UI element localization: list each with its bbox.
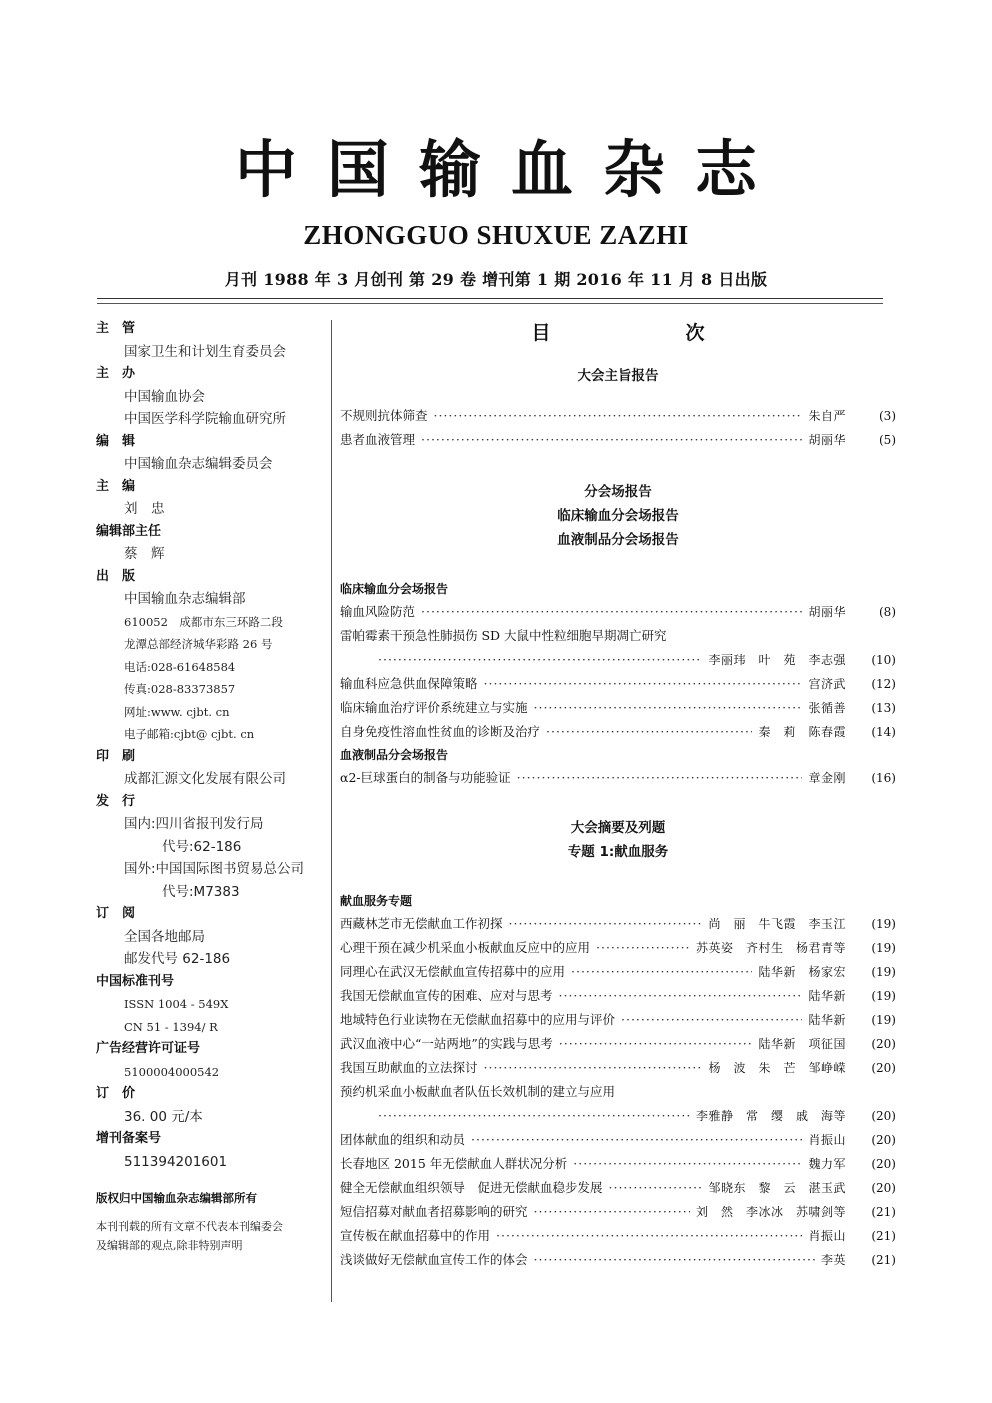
info-label: 发 行: [96, 793, 136, 809]
info-value: 龙潭总部经济城华彩路 26 号: [124, 637, 273, 651]
info-label: 中国标准刊号: [96, 973, 175, 989]
toc-entry-page: (19): [871, 989, 896, 1003]
leader-dots: [621, 1008, 802, 1032]
toc-entry-title: 长春地区 2015 年无偿献血人群状况分析: [340, 1156, 568, 1171]
leader-dots: [484, 1056, 703, 1080]
section-title-keynote: 大会主旨报告: [577, 368, 659, 384]
toc-entry-page: (21): [871, 1205, 896, 1219]
subsection-donation: 献血服务专题: [340, 894, 413, 908]
toc-entry: [340, 672, 896, 696]
toc-entry-title: 心理干预在减少机采血小板献血反应中的应用: [340, 940, 591, 955]
toc-entry-authors: 李雅静 常 缨 戚 海等: [695, 1109, 846, 1123]
toc-entry: [340, 766, 896, 790]
toc-entry-authors: 肖振山: [808, 1229, 846, 1243]
toc-entry-title: 患者血液管理: [340, 432, 416, 447]
toc-entry-authors: 刘 然 李冰冰 苏啸剑等: [695, 1205, 846, 1219]
toc-entry-title: 雷帕霉素干预急性肺损伤 SD 大鼠中性粒细胞早期凋亡研究: [340, 628, 667, 643]
toc-entry-title: 输血风险防范: [340, 604, 416, 619]
toc-entry-authors: 陆华新 杨家宏: [758, 965, 846, 979]
toc-entry-authors: 秦 莉 陈春霞: [758, 725, 846, 739]
section-title-abstracts: 大会摘要及列题: [570, 820, 666, 836]
leader-dots: [378, 648, 702, 672]
info-value: CN 51 - 1394/ R: [124, 1019, 218, 1034]
toc-entry: [340, 1104, 896, 1128]
info-value: 中国输血协会: [124, 388, 205, 405]
info-value: 网址:www. cjbt. cn: [124, 704, 230, 719]
toc-entry-title: 浅谈做好无偿献血宣传工作的体会: [340, 1252, 528, 1267]
toc-entry: [340, 428, 896, 452]
toc-entry-page: (8): [879, 605, 896, 619]
toc-entry: [340, 984, 896, 1008]
info-value: 5100004000542: [124, 1064, 220, 1079]
toc-entry-title: α2-巨球蛋白的制备与功能验证: [340, 770, 511, 785]
info-value: 国家卫生和计划生育委员会: [124, 343, 286, 360]
subsection-clinical: 临床输血分会场报告: [340, 582, 449, 596]
header-rule-thin: [97, 303, 883, 304]
toc-entry: [340, 1200, 896, 1224]
info-label: 主 编: [96, 478, 136, 494]
info-value: 传真:028-83373857: [124, 682, 236, 696]
journal-title-chinese: 中国输血杂志: [234, 133, 787, 206]
toc-entry: [340, 648, 896, 672]
toc-entry-page: (20): [871, 1157, 896, 1171]
toc-entry-authors: 陆华新: [808, 1013, 846, 1027]
toc-entry-authors: 李丽玮 叶 苑 李志强: [708, 653, 846, 667]
toc-entry-title: 输血科应急供血保障策略: [340, 676, 478, 691]
info-label: 订 阅: [96, 906, 136, 921]
info-value: 全国各地邮局: [124, 928, 205, 945]
toc-entry-authors: 宫济武: [808, 677, 846, 691]
toc-entry-authors: 杨 波 朱 芒 邹峥嵘: [708, 1061, 846, 1075]
toc-entry-authors: 张循善: [808, 701, 846, 715]
toc-entry-page: (13): [871, 701, 896, 715]
info-label: 主 管: [96, 321, 136, 336]
toc-entry-page: (20): [871, 1037, 896, 1051]
donation-list: [340, 912, 896, 1272]
toc-entry: [340, 404, 896, 428]
leader-dots: [609, 1176, 703, 1200]
toc-entry-page: (20): [871, 1181, 896, 1195]
section-title-clinical: 临床输血分会场报告: [557, 508, 679, 524]
toc-entry: [340, 1008, 896, 1032]
toc-entry-authors: 肖振山: [808, 1133, 846, 1147]
toc-entry-title: 预约机采血小板献血者队伍长效机制的建立与应用: [340, 1084, 616, 1099]
toc-heading: 目 次: [531, 322, 763, 344]
toc-entry-title: 宣传板在献血招募中的作用: [340, 1228, 491, 1243]
info-value: 中国输血杂志编辑部: [124, 591, 246, 607]
toc-entry: [340, 1248, 896, 1272]
leader-dots: [496, 1224, 802, 1248]
issue-info: 月刊 1988 年 3 月创刊 第 29 卷 增刊第 1 期 2016 年 11 月 8 日出版: [224, 270, 768, 289]
toc-entry-authors: 胡丽华: [808, 433, 846, 447]
info-value: 电话:028-61648584: [124, 659, 236, 674]
toc-entry: [340, 912, 896, 936]
leader-dots: [571, 960, 752, 984]
leader-dots: [534, 1200, 690, 1224]
info-label: 印 刷: [96, 748, 136, 764]
toc-entry: [340, 960, 896, 984]
info-value: 成都汇源文化发展有限公司: [124, 771, 286, 787]
toc-entry-title: 短信招募对献血者招募影响的研究: [340, 1204, 528, 1219]
info-label: 编辑部主任: [96, 523, 162, 539]
info-value: 代号:62-186: [162, 838, 242, 855]
leader-dots: [517, 766, 803, 790]
info-value: 中国输血杂志编辑委员会: [124, 456, 273, 472]
subsection-blood-products: 血液制品分会场报告: [340, 748, 449, 762]
toc-entry: [340, 1128, 896, 1152]
toc-entry: [340, 936, 896, 960]
toc-entry: [340, 1056, 896, 1080]
leader-dots: [378, 1104, 690, 1128]
info-value: 中国医学科学院输血研究所: [124, 411, 286, 427]
info-value: 代号:M7383: [162, 883, 240, 900]
toc-entry-title: 西藏林芝市无偿献血工作初探: [340, 916, 503, 931]
table-of-contents: [340, 318, 896, 1272]
info-value: ISSN 1004 - 549X: [124, 997, 229, 1011]
toc-entry-authors: 魏力军: [808, 1157, 846, 1171]
abstract-titles: [340, 816, 896, 864]
info-label: 广告经营许可证号: [96, 1041, 201, 1056]
leader-dots: [546, 720, 752, 744]
toc-entry-title: 不规则抗体筛查: [340, 408, 428, 423]
masthead-info-column: [96, 318, 328, 1255]
info-label: 增刊备案号: [96, 1131, 162, 1146]
toc-entry-authors: 李英: [820, 1253, 846, 1267]
toc-entry-page: (5): [879, 433, 896, 447]
toc-entry-authors: 胡丽华: [808, 605, 846, 619]
toc-entry: [340, 696, 896, 720]
leader-dots: [421, 600, 802, 624]
toc-entry-authors: 尚 丽 牛飞霞 李玉江: [708, 917, 846, 931]
leader-dots: [534, 1248, 815, 1272]
toc-entry-page: (3): [879, 409, 896, 423]
toc-entry-authors: 朱自严: [808, 409, 846, 423]
toc-entry-page: (19): [871, 965, 896, 979]
disclaimer-line: 及编辑部的观点,除非特别声明: [96, 1239, 243, 1252]
leader-dots: [559, 1032, 753, 1056]
toc-entry: [340, 1224, 896, 1248]
toc-entry-page: (19): [871, 941, 896, 955]
masthead: [0, 128, 992, 290]
toc-entry-title: 武汉血液中心“一站两地”的实践与思考: [340, 1036, 553, 1051]
toc-entry: [340, 720, 896, 744]
toc-entry-page: (10): [871, 653, 896, 667]
section-title-blood-products: 血液制品分会场报告: [557, 532, 679, 548]
info-label: 编 辑: [96, 433, 136, 449]
branch-titles: [340, 480, 896, 552]
copyright-notice: 版权归中国输血杂志编辑部所有: [96, 1191, 257, 1205]
disclaimer-note: [96, 1217, 328, 1255]
toc-entry-page: (21): [871, 1253, 896, 1267]
toc-entry-title: 同理心在武汉无偿献血宣传招募中的应用: [340, 964, 566, 979]
info-value: 国外:中国国际图书贸易总公司: [124, 861, 305, 877]
leader-dots: [534, 696, 803, 720]
toc-entry-title: 健全无偿献血组织领导 促进无偿献血稳步发展: [340, 1180, 603, 1195]
toc-entry-page: (20): [871, 1109, 896, 1123]
toc-entry-page: (19): [871, 917, 896, 931]
toc-entry-page: (16): [871, 771, 896, 785]
toc-entry-title: 自身免疫性溶血性贫血的诊断及治疗: [340, 724, 541, 739]
toc-entry-page: (12): [871, 677, 896, 691]
info-value: 511394201601: [124, 1153, 228, 1170]
info-value: 36. 00 元/本: [124, 1108, 203, 1125]
section-title-topic-1: 专题 1:献血服务: [567, 844, 669, 860]
header-rule-thick: [97, 298, 883, 299]
info-value: 邮发代号 62-186: [124, 951, 231, 967]
toc-entry: [340, 1152, 896, 1176]
keynote-list: [340, 404, 896, 452]
disclaimer-line: 本刊刊载的所有文章不代表本刊编委会: [96, 1220, 283, 1233]
toc-entry-authors: 陆华新: [808, 989, 846, 1003]
toc-entry-page: (20): [871, 1061, 896, 1075]
info-label: 订 价: [96, 1086, 136, 1101]
toc-entry: [340, 600, 896, 624]
toc-entry-title: 我国互助献血的立法探讨: [340, 1060, 478, 1075]
clinical-list: [340, 600, 896, 744]
leader-dots: [573, 1152, 802, 1176]
leader-dots: [559, 984, 803, 1008]
info-value: 610052 成都市东三环路二段: [124, 614, 283, 629]
info-value: 国内:四川省报刊发行局: [124, 816, 264, 832]
blood-list: [340, 766, 896, 790]
toc-entry-page: (21): [871, 1229, 896, 1243]
leader-dots: [484, 672, 803, 696]
leader-dots: [421, 428, 802, 452]
leader-dots: [596, 936, 690, 960]
leader-dots: [434, 404, 803, 428]
info-value: 刘 忠: [124, 501, 165, 517]
toc-entry: [340, 1032, 896, 1056]
toc-entry-authors: 邹晓东 黎 云 湛玉武: [708, 1181, 846, 1195]
info-value: 蔡 辉: [124, 546, 165, 562]
info-value: 电子邮箱:cjbt@ cjbt. cn: [124, 727, 255, 741]
journal-title-pinyin: ZHONGGUO SHUXUE ZAZHI: [303, 220, 689, 250]
info-label: 主 办: [96, 366, 136, 381]
toc-entry-page: (14): [871, 725, 896, 739]
toc-entry-page: (19): [871, 1013, 896, 1027]
toc-entry-title: 临床输血治疗评价系统建立与实施: [340, 700, 528, 715]
toc-entry-title: 团体献血的组织和动员: [340, 1132, 466, 1147]
toc-entry-title: 地域特色行业读物在无偿献血招募中的应用与评价: [340, 1012, 616, 1027]
toc-entry-title: 我国无偿献血宣传的困难、应对与思考: [340, 988, 553, 1003]
toc-entry-authors: 苏英姿 齐村生 杨君青等: [695, 941, 846, 955]
section-title-branch: 分会场报告: [584, 484, 652, 500]
leader-dots: [509, 912, 703, 936]
toc-entry-authors: 陆华新 项征国: [758, 1037, 846, 1051]
toc-entry-page: (20): [871, 1133, 896, 1147]
column-divider: [331, 320, 332, 1302]
toc-entry-authors: 章金刚: [808, 771, 846, 785]
leader-dots: [471, 1128, 802, 1152]
info-label: 出 版: [96, 568, 136, 584]
toc-entry: [340, 1176, 896, 1200]
